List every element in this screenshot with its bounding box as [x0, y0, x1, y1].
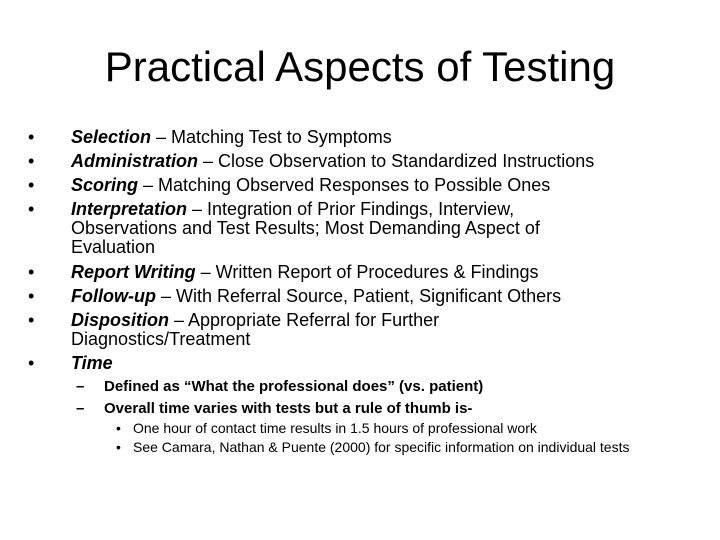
bullet-icon: •	[28, 199, 35, 219]
sub-sub-item-text: See Camara, Nathan & Puente (2000) for specific information on individual tests	[133, 439, 630, 455]
item-text: – Integration of Prior Findings, Interview, Observations and Test Results; Most Demanding Aspect of Evaluation	[71, 199, 540, 257]
item-term: Disposition	[71, 310, 169, 330]
sub-sub-item-text: One hour of contact time results in 1.5 hours of professional work	[133, 420, 537, 436]
bullet-icon: •	[28, 175, 35, 195]
sub-item-text: Defined as “What the professional does” (vs. patient)	[104, 378, 484, 395]
dash-icon: –	[76, 378, 85, 395]
item-term: Scoring	[71, 175, 139, 195]
slide-title: Practical Aspects of Testing	[104, 43, 616, 90]
item-term: Time	[71, 353, 113, 373]
bullet-icon: •	[116, 420, 121, 436]
bullet-icon: •	[116, 439, 121, 455]
item-text: – Appropriate Referral for Further Diagnostics/Treatment	[71, 310, 440, 349]
bullet-icon: •	[28, 310, 35, 330]
item-term: Interpretation	[71, 199, 188, 219]
item-text: – Matching Test to Symptoms	[151, 127, 392, 147]
item-term: Follow-up	[71, 286, 156, 306]
sub-item-text: Overall time varies with tests but a rule of thumb is-	[104, 400, 473, 417]
item-text: – With Referral Source, Patient, Significant Others	[155, 286, 562, 306]
item-term: Report Writing	[71, 262, 196, 282]
bullet-icon: •	[28, 262, 35, 282]
bullet-icon: •	[28, 151, 35, 171]
item-text: – Written Report of Procedures & Findings	[195, 262, 539, 282]
item-term: Selection	[71, 127, 152, 147]
item-term: Administration	[71, 151, 199, 171]
item-text: – Matching Observed Responses to Possible Ones	[138, 175, 551, 195]
bullet-icon: •	[28, 353, 35, 373]
dash-icon: –	[76, 400, 85, 417]
item-text: – Close Observation to Standardized Instructions	[198, 151, 595, 171]
bullet-icon: •	[28, 286, 35, 306]
bullet-icon: •	[28, 127, 35, 147]
